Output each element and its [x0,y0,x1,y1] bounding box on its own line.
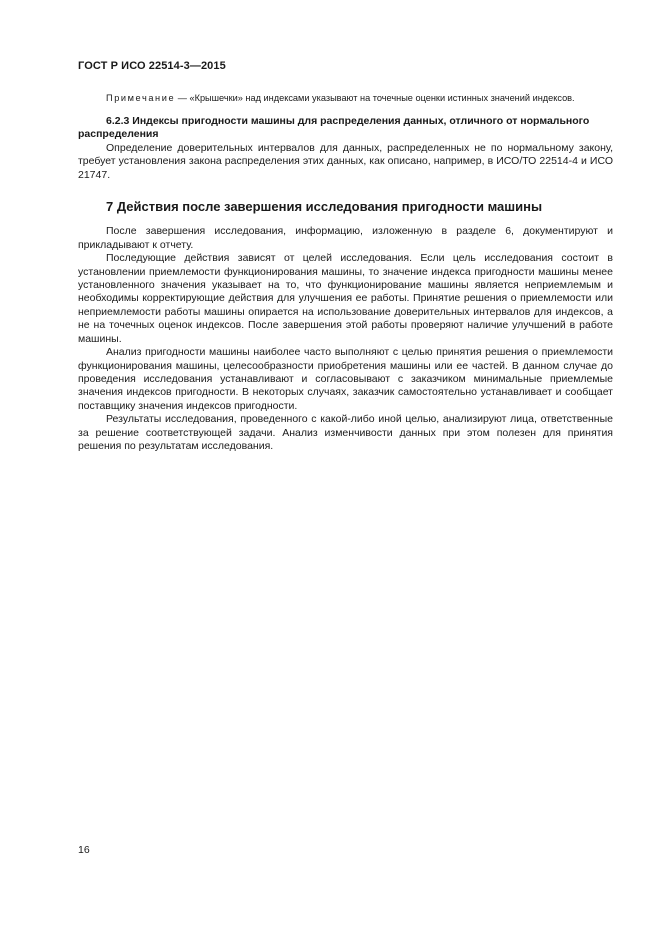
page-content [78,92,613,453]
subsection-paragraph: Определение доверительных интервалов для данных, распределенных не по нормальному закону, требует установления закона распределения этих данных, как описано, например, в ИСО/ТО 22514-4 и ИСО 21747. [78,141,613,181]
document-header: ГОСТ Р ИСО 22514-3—2015 [78,60,226,72]
section-paragraph-4: Результаты исследования, проведенного с какой-либо иной целью, анализируют лица, ответственные за решение соответствующей задачи. Анализ изменчивости данных при этом полезен для принятия решения по результатам исследования. [78,413,613,452]
note [78,92,613,104]
note-label: Примечание [106,93,176,103]
section-title: 7 Действия после завершения исследования пригодности машины [106,199,543,215]
section-paragraph-3: Анализ пригодности машины наиболее часто выполняют с целью принятия решения о приемлемости функционирования машины, целесообразности приобретения машины или ее частей. В данном случае до проведения исследования устанавливают и согласовывают с заказчиком минимальные приемлемые значения индексов пригодности. В некоторых случаях, заказчик самостоятельно устанавливает и сообщает поставщику значения индексов пригодности. [78,346,613,412]
section-paragraph-2: Последующие действия зависят от целей исследования. Если цель исследования состоит в установлении приемлемости функционирования машины, то значение индекса пригодности машины менее установленного значения указывает на то, что функционирование машины является неприемлемым и необходимы корректирующие действия для улучшения ее работы. Принятие решения о приемлемости или неприемлемости работы машины опирается на использование доверительных интервалов для индексов, а не на точечных оценок индексов. После завершения этой работы проверяют наличие улучшений в работе машины. [78,252,613,345]
subsection-title: 6.2.3 Индексы пригодности машины для распределения данных, отличного от нормального распределения [78,115,590,141]
section-paragraph-1: После завершения исследования, информацию, изложенную в разделе 6, документируют и прикладывают к отчету. [78,225,613,251]
page-number: 16 [78,844,90,856]
note-text: — «Крышечки» над индексами указывают на точечные оценки истинных значений индексов. [175,93,575,103]
